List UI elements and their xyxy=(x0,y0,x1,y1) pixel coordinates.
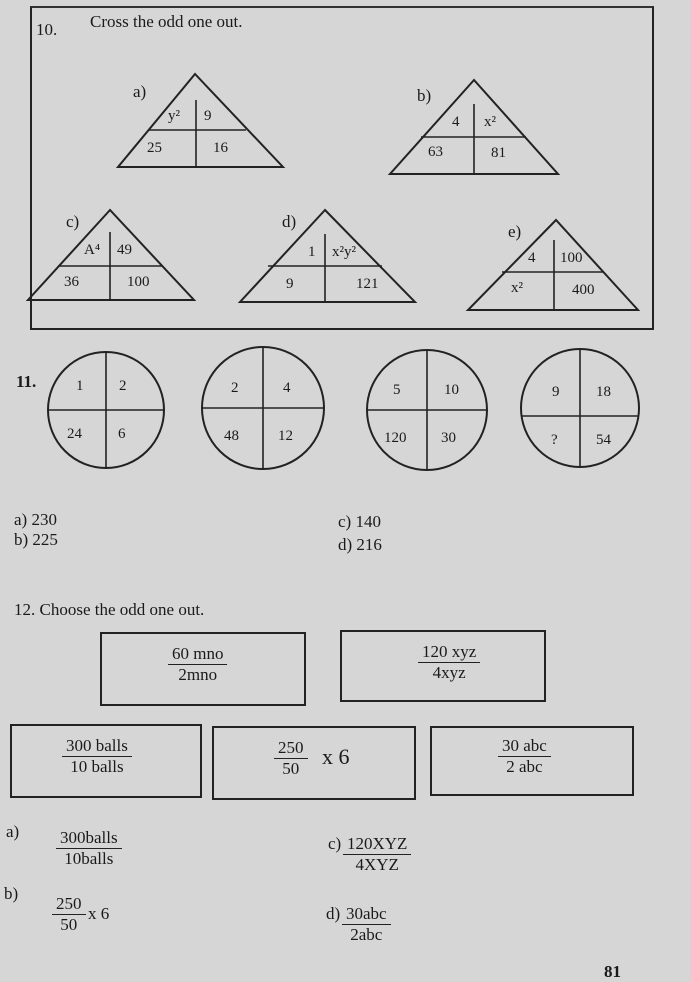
fraction-box-2 xyxy=(340,630,546,702)
triangle-d-cell-1: 1 xyxy=(308,244,316,260)
fraction-box-2-fraction xyxy=(418,642,480,683)
fraction-box-1 xyxy=(100,632,306,706)
triangle-d-label: d) xyxy=(282,212,297,231)
triangle-b-label: b) xyxy=(417,86,432,105)
circle-3-cell-3: 120 xyxy=(384,430,407,446)
page-number: 81 xyxy=(604,962,621,981)
triangle-b-cell-3: 63 xyxy=(428,144,443,160)
fraction-box-3-numerator: 300 balls xyxy=(62,736,132,757)
question-12-option-b-label[interactable]: b) xyxy=(4,884,19,903)
triangle-a-label: a) xyxy=(133,82,147,101)
question-12-option-c-label[interactable]: c) xyxy=(328,834,342,853)
circle-1-cell-2: 2 xyxy=(119,378,127,394)
fraction-box-2-denominator: 4xyz xyxy=(432,663,466,682)
question-11-number: 11. xyxy=(16,372,37,391)
triangle-b-cell-4: 81 xyxy=(491,145,506,161)
circle-3-cell-2: 10 xyxy=(444,382,459,398)
circle-1 xyxy=(48,352,164,468)
circle-4-cell-4: 54 xyxy=(596,432,611,448)
fraction-box-4-fraction xyxy=(274,738,308,779)
fraction-box-1-fraction xyxy=(168,644,227,685)
fraction-box-3-fraction xyxy=(62,736,132,777)
triangle-e-cell-4: 400 xyxy=(572,282,595,298)
triangle-a-cell-4: 16 xyxy=(213,140,228,156)
fraction-box-3 xyxy=(10,724,202,798)
question-11-option-d[interactable]: d) 216 xyxy=(338,535,382,554)
triangle-a-cell-2: 9 xyxy=(204,108,212,124)
triangle-c-cell-1: A⁴ xyxy=(84,242,101,258)
triangle-c-cell-4: 100 xyxy=(127,274,150,290)
circle-3-cell-4: 30 xyxy=(441,430,456,446)
triangle-d-cell-3: 9 xyxy=(286,276,294,292)
fraction-box-5-fraction xyxy=(498,736,551,777)
triangle-c-label: c) xyxy=(66,212,80,231)
triangle-e-cell-2: 100 xyxy=(560,250,583,266)
question-12-option-d-label[interactable]: d) xyxy=(326,904,341,923)
question-10-number: 10. xyxy=(36,20,58,39)
triangle-a-cell-3: 25 xyxy=(147,140,162,156)
triangle-b-cell-2: x² xyxy=(484,114,496,130)
circle-1-cell-3: 24 xyxy=(67,426,82,442)
triangle-e-label: e) xyxy=(508,222,522,241)
question-10-instruction: Cross the odd one out. xyxy=(90,12,243,31)
circle-3-cell-1: 5 xyxy=(393,382,401,398)
fraction-box-5 xyxy=(430,726,634,796)
question-12-option-c-fraction[interactable] xyxy=(343,834,411,875)
circle-4-cell-1: 9 xyxy=(552,384,560,400)
triangle-e-cell-1: 4 xyxy=(528,250,536,266)
triangle-d-cell-4: 121 xyxy=(356,276,379,292)
circle-2 xyxy=(202,347,324,469)
question-11-option-c[interactable]: c) 140 xyxy=(338,512,381,531)
fraction-box-2-numerator: 120 xyz xyxy=(418,642,480,663)
question-12-option-a-denominator: 10balls xyxy=(64,849,114,868)
circle-1-cell-4: 6 xyxy=(118,426,126,442)
triangle-b-cell-1: 4 xyxy=(452,114,460,130)
fraction-box-4-multiplier: x 6 xyxy=(322,744,350,769)
question-12-heading: 12. Choose the odd one out. xyxy=(14,600,205,619)
circle-4-cell-2: 18 xyxy=(596,384,611,400)
circle-1-cell-1: 1 xyxy=(76,378,84,394)
question-12-option-d-numerator: 30abc xyxy=(342,904,391,925)
circle-2-cell-3: 48 xyxy=(224,428,239,444)
circle-2-cell-1: 2 xyxy=(231,380,239,396)
fraction-box-3-denominator: 10 balls xyxy=(70,757,124,776)
question-12-option-a-label[interactable]: a) xyxy=(6,822,20,841)
fraction-box-1-numerator: 60 mno xyxy=(168,644,227,665)
question-12-option-d-denominator: 2abc xyxy=(350,925,383,944)
fraction-box-5-numerator: 30 abc xyxy=(498,736,551,757)
circle-2-cell-2: 4 xyxy=(283,380,291,396)
question-12-option-d-fraction[interactable] xyxy=(342,904,391,945)
question-12-option-a-numerator: 300balls xyxy=(56,828,122,849)
fraction-box-4 xyxy=(212,726,416,800)
triangle-c-cell-2: 49 xyxy=(117,242,132,258)
fraction-box-4-denominator: 50 xyxy=(282,759,300,778)
question-11-option-a[interactable]: a) 230 xyxy=(14,510,57,529)
fraction-box-5-denominator: 2 abc xyxy=(506,757,543,776)
triangle-d-cell-2: x²y² xyxy=(332,244,356,260)
question-12-option-c-denominator: 4XYZ xyxy=(355,855,399,874)
question-12-option-b-denominator: 50 xyxy=(60,915,78,934)
circle-4 xyxy=(521,349,639,467)
triangle-c-cell-3: 36 xyxy=(64,274,79,290)
question-11-option-b[interactable]: b) 225 xyxy=(14,530,58,549)
triangle-a-cell-1: y² xyxy=(168,108,180,124)
question-12-option-b-fraction[interactable] xyxy=(52,894,86,935)
fraction-box-1-denominator: 2mno xyxy=(178,665,218,684)
fraction-box-4-numerator: 250 xyxy=(274,738,308,759)
question-12-option-b-multiplier: x 6 xyxy=(88,904,110,923)
triangle-e-cell-3: x² xyxy=(511,280,523,296)
question-12-option-a-fraction[interactable] xyxy=(56,828,122,869)
circle-3 xyxy=(367,350,487,470)
circle-2-cell-4: 12 xyxy=(278,428,293,444)
question-12-option-b-numerator: 250 xyxy=(52,894,86,915)
circle-4-cell-3: ? xyxy=(551,432,558,448)
question-12-option-c-numerator: 120XYZ xyxy=(343,834,411,855)
